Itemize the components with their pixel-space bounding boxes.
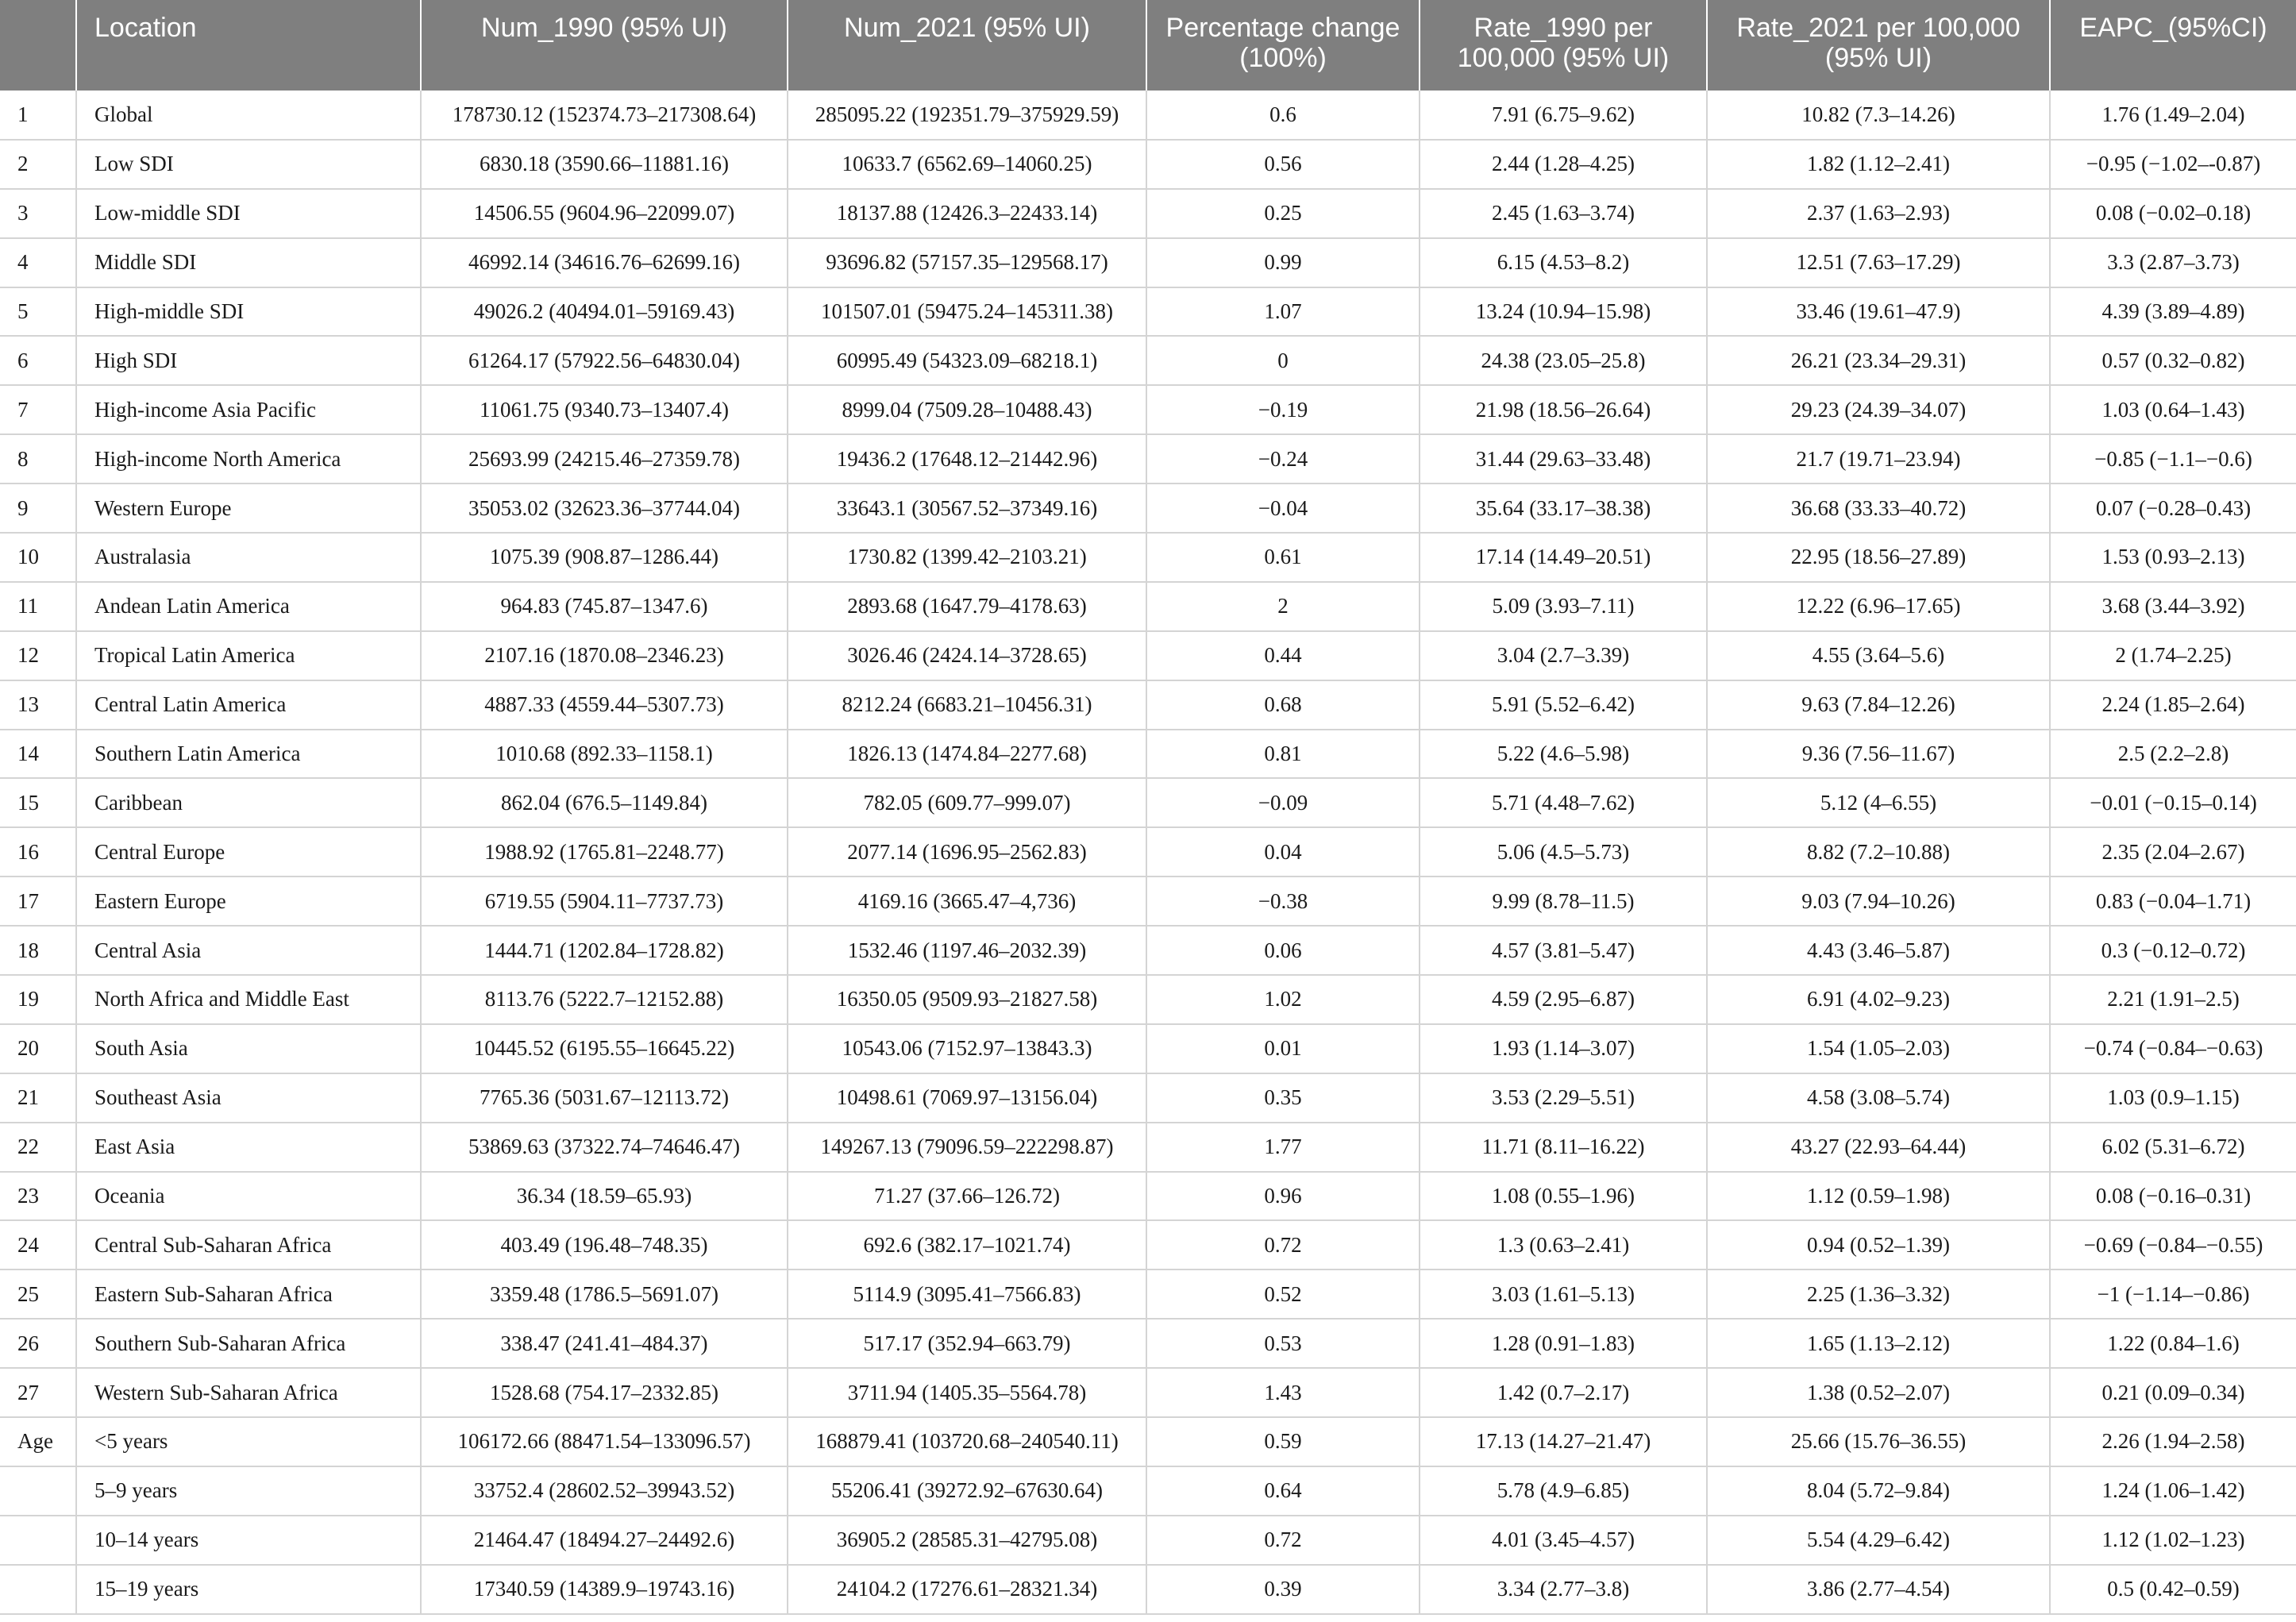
percentage-change-cell: −0.24 [1146, 434, 1420, 484]
eapc-cell: 3.3 (2.87–3.73) [2050, 238, 2296, 287]
percentage-change-cell: 0.6 [1146, 91, 1420, 140]
rate-2021-cell: 1.82 (1.12–2.41) [1707, 140, 2050, 189]
num-1990-cell: 338.47 (241.41–484.37) [421, 1319, 788, 1368]
table-row [0, 680, 2296, 730]
location-cell: Southeast Asia [76, 1073, 421, 1123]
index-cell: 8 [0, 434, 76, 484]
table-row [0, 336, 2296, 385]
num-1990-cell: 964.83 (745.87–1347.6) [421, 582, 788, 631]
eapc-cell: 2.21 (1.91–2.5) [2050, 975, 2296, 1024]
rate-2021-cell: 21.7 (19.71–23.94) [1707, 434, 2050, 484]
table-body [0, 91, 2296, 1614]
rate-1990-cell: 6.15 (4.53–8.2) [1420, 238, 1707, 287]
location-cell: Southern Sub-Saharan Africa [76, 1319, 421, 1368]
eapc-cell: 0.08 (−0.16–0.31) [2050, 1172, 2296, 1221]
table-row [0, 385, 2296, 434]
num-2021-cell: 2077.14 (1696.95–2562.83) [788, 827, 1146, 876]
location-cell: Australasia [76, 533, 421, 582]
num-2021-cell: 16350.05 (9509.93–21827.58) [788, 975, 1146, 1024]
location-cell: Low-middle SDI [76, 189, 421, 238]
index-cell: 16 [0, 827, 76, 876]
rate-1990-cell: 1.08 (0.55–1.96) [1420, 1172, 1707, 1221]
num-2021-cell: 782.05 (609.77–999.07) [788, 778, 1146, 827]
index-cell [0, 1466, 76, 1516]
num-1990-cell: 61264.17 (57922.56–64830.04) [421, 336, 788, 385]
location-cell: <5 years [76, 1417, 421, 1466]
rate-2021-cell: 5.12 (4–6.55) [1707, 778, 2050, 827]
num-2021-cell: 1532.46 (1197.46–2032.39) [788, 926, 1146, 975]
rate-1990-cell: 17.14 (14.49–20.51) [1420, 533, 1707, 582]
num-1990-cell: 10445.52 (6195.55–16645.22) [421, 1024, 788, 1073]
num-1990-cell: 49026.2 (40494.01–59169.43) [421, 287, 788, 337]
index-cell: 13 [0, 680, 76, 730]
num-1990-cell: 6719.55 (5904.11–7737.73) [421, 876, 788, 926]
num-2021-cell: 1730.82 (1399.42–2103.21) [788, 533, 1146, 582]
rate-1990-cell: 5.22 (4.6–5.98) [1420, 730, 1707, 779]
eapc-cell: 0.83 (−0.04–1.71) [2050, 876, 2296, 926]
rate-1990-cell: 24.38 (23.05–25.8) [1420, 336, 1707, 385]
num-1990-cell: 1528.68 (754.17–2332.85) [421, 1368, 788, 1417]
location-cell: 5–9 years [76, 1466, 421, 1516]
eapc-cell: 0.57 (0.32–0.82) [2050, 336, 2296, 385]
num-2021-cell: 692.6 (382.17–1021.74) [788, 1220, 1146, 1269]
percentage-change-cell: 0.44 [1146, 631, 1420, 680]
num-2021-cell: 8212.24 (6683.21–10456.31) [788, 680, 1146, 730]
header-cell-location: Location [76, 0, 421, 91]
header-cell-rate-1990: Rate_1990 per 100,000 (95% UI) [1420, 0, 1707, 91]
percentage-change-cell: 1.07 [1146, 287, 1420, 337]
percentage-change-cell: 0.68 [1146, 680, 1420, 730]
index-cell: 15 [0, 778, 76, 827]
index-cell: 12 [0, 631, 76, 680]
rate-2021-cell: 1.38 (0.52–2.07) [1707, 1368, 2050, 1417]
table-row [0, 1123, 2296, 1172]
rate-2021-cell: 8.82 (7.2–10.88) [1707, 827, 2050, 876]
eapc-cell: 1.22 (0.84–1.6) [2050, 1319, 2296, 1368]
rate-1990-cell: 1.42 (0.7–2.17) [1420, 1368, 1707, 1417]
header-row [0, 0, 2296, 91]
location-cell: High SDI [76, 336, 421, 385]
percentage-change-cell: −0.09 [1146, 778, 1420, 827]
num-2021-cell: 517.17 (352.94–663.79) [788, 1319, 1146, 1368]
rate-2021-cell: 9.03 (7.94–10.26) [1707, 876, 2050, 926]
percentage-change-cell: 0.52 [1146, 1269, 1420, 1319]
eapc-cell: −0.69 (−0.84–−0.55) [2050, 1220, 2296, 1269]
location-cell: South Asia [76, 1024, 421, 1073]
num-1990-cell: 2107.16 (1870.08–2346.23) [421, 631, 788, 680]
rate-2021-cell: 10.82 (7.3–14.26) [1707, 91, 2050, 140]
num-1990-cell: 6830.18 (3590.66–11881.16) [421, 140, 788, 189]
percentage-change-cell: 1.77 [1146, 1123, 1420, 1172]
num-1990-cell: 1010.68 (892.33–1158.1) [421, 730, 788, 779]
percentage-change-cell: 0.53 [1146, 1319, 1420, 1368]
num-1990-cell: 1444.71 (1202.84–1728.82) [421, 926, 788, 975]
rate-1990-cell: 4.01 (3.45–4.57) [1420, 1516, 1707, 1565]
num-1990-cell: 53869.63 (37322.74–74646.47) [421, 1123, 788, 1172]
percentage-change-cell: 0.61 [1146, 533, 1420, 582]
rate-1990-cell: 4.57 (3.81–5.47) [1420, 926, 1707, 975]
num-1990-cell: 21464.47 (18494.27–24492.6) [421, 1516, 788, 1565]
num-1990-cell: 33752.4 (28602.52–39943.52) [421, 1466, 788, 1516]
index-cell: 21 [0, 1073, 76, 1123]
rate-1990-cell: 5.06 (4.5–5.73) [1420, 827, 1707, 876]
table-row [0, 730, 2296, 779]
percentage-change-cell: 0.96 [1146, 1172, 1420, 1221]
table-row [0, 1319, 2296, 1368]
eapc-cell: 2 (1.74–2.25) [2050, 631, 2296, 680]
num-2021-cell: 24104.2 (17276.61–28321.34) [788, 1565, 1146, 1614]
index-cell: 27 [0, 1368, 76, 1417]
rate-2021-cell: 25.66 (15.76–36.55) [1707, 1417, 2050, 1466]
num-2021-cell: 55206.41 (39272.92–67630.64) [788, 1466, 1146, 1516]
rate-2021-cell: 9.36 (7.56–11.67) [1707, 730, 2050, 779]
eapc-cell: 1.03 (0.64–1.43) [2050, 385, 2296, 434]
index-cell: 17 [0, 876, 76, 926]
table-row [0, 1368, 2296, 1417]
location-cell: East Asia [76, 1123, 421, 1172]
num-1990-cell: 3359.48 (1786.5–5691.07) [421, 1269, 788, 1319]
index-cell: 2 [0, 140, 76, 189]
table-row [0, 484, 2296, 533]
header-cell-percentage-change: Percentage change (100%) [1146, 0, 1420, 91]
percentage-change-cell: 0.01 [1146, 1024, 1420, 1073]
table-row [0, 827, 2296, 876]
table-row [0, 876, 2296, 926]
rate-1990-cell: 17.13 (14.27–21.47) [1420, 1417, 1707, 1466]
rate-2021-cell: 12.22 (6.96–17.65) [1707, 582, 2050, 631]
index-cell: 7 [0, 385, 76, 434]
table-row [0, 287, 2296, 337]
location-cell: High-middle SDI [76, 287, 421, 337]
eapc-cell: 1.12 (1.02–1.23) [2050, 1516, 2296, 1565]
num-2021-cell: 60995.49 (54323.09–68218.1) [788, 336, 1146, 385]
location-cell: North Africa and Middle East [76, 975, 421, 1024]
location-cell: 15–19 years [76, 1565, 421, 1614]
location-cell: Oceania [76, 1172, 421, 1221]
table-row [0, 91, 2296, 140]
index-cell: 24 [0, 1220, 76, 1269]
rate-1990-cell: 35.64 (33.17–38.38) [1420, 484, 1707, 533]
location-cell: High-income Asia Pacific [76, 385, 421, 434]
num-2021-cell: 2893.68 (1647.79–4178.63) [788, 582, 1146, 631]
eapc-cell: −0.01 (−0.15–0.14) [2050, 778, 2296, 827]
rate-1990-cell: 1.93 (1.14–3.07) [1420, 1024, 1707, 1073]
num-1990-cell: 862.04 (676.5–1149.84) [421, 778, 788, 827]
index-cell: Age [0, 1417, 76, 1466]
eapc-cell: 1.24 (1.06–1.42) [2050, 1466, 2296, 1516]
rate-1990-cell: 1.28 (0.91–1.83) [1420, 1319, 1707, 1368]
percentage-change-cell: −0.04 [1146, 484, 1420, 533]
location-cell: Andean Latin America [76, 582, 421, 631]
num-2021-cell: 36905.2 (28585.31–42795.08) [788, 1516, 1146, 1565]
table-row [0, 926, 2296, 975]
location-cell: Low SDI [76, 140, 421, 189]
num-2021-cell: 101507.01 (59475.24–145311.38) [788, 287, 1146, 337]
num-2021-cell: 168879.41 (103720.68–240540.11) [788, 1417, 1146, 1466]
eapc-cell: 0.07 (−0.28–0.43) [2050, 484, 2296, 533]
rate-2021-cell: 43.27 (22.93–64.44) [1707, 1123, 2050, 1172]
rate-1990-cell: 3.03 (1.61–5.13) [1420, 1269, 1707, 1319]
percentage-change-cell: 0.64 [1146, 1466, 1420, 1516]
rate-1990-cell: 3.04 (2.7–3.39) [1420, 631, 1707, 680]
num-2021-cell: 8999.04 (7509.28–10488.43) [788, 385, 1146, 434]
percentage-change-cell: −0.38 [1146, 876, 1420, 926]
index-cell [0, 1516, 76, 1565]
location-cell: Southern Latin America [76, 730, 421, 779]
rate-1990-cell: 5.78 (4.9–6.85) [1420, 1466, 1707, 1516]
num-1990-cell: 403.49 (196.48–748.35) [421, 1220, 788, 1269]
rate-2021-cell: 2.37 (1.63–2.93) [1707, 189, 2050, 238]
index-cell: 11 [0, 582, 76, 631]
eapc-cell: 4.39 (3.89–4.89) [2050, 287, 2296, 337]
eapc-cell: −0.74 (−0.84–−0.63) [2050, 1024, 2296, 1073]
rate-2021-cell: 4.55 (3.64–5.6) [1707, 631, 2050, 680]
rate-1990-cell: 11.71 (8.11–16.22) [1420, 1123, 1707, 1172]
rate-1990-cell: 2.45 (1.63–3.74) [1420, 189, 1707, 238]
table-row [0, 1172, 2296, 1221]
rate-2021-cell: 33.46 (19.61–47.9) [1707, 287, 2050, 337]
location-cell: Central Sub-Saharan Africa [76, 1220, 421, 1269]
num-2021-cell: 3711.94 (1405.35–5564.78) [788, 1368, 1146, 1417]
num-1990-cell: 46992.14 (34616.76–62699.16) [421, 238, 788, 287]
eapc-cell: 0.08 (−0.02–0.18) [2050, 189, 2296, 238]
index-cell: 25 [0, 1269, 76, 1319]
rate-1990-cell: 21.98 (18.56–26.64) [1420, 385, 1707, 434]
location-cell: Central Europe [76, 827, 421, 876]
percentage-change-cell: −0.19 [1146, 385, 1420, 434]
location-cell: Western Sub-Saharan Africa [76, 1368, 421, 1417]
num-1990-cell: 11061.75 (9340.73–13407.4) [421, 385, 788, 434]
rate-1990-cell: 7.91 (6.75–9.62) [1420, 91, 1707, 140]
eapc-cell: 0.5 (0.42–0.59) [2050, 1565, 2296, 1614]
rate-2021-cell: 0.94 (0.52–1.39) [1707, 1220, 2050, 1269]
rate-1990-cell: 5.71 (4.48–7.62) [1420, 778, 1707, 827]
percentage-change-cell: 1.43 [1146, 1368, 1420, 1417]
num-1990-cell: 36.34 (18.59–65.93) [421, 1172, 788, 1221]
percentage-change-cell: 0.25 [1146, 189, 1420, 238]
rate-1990-cell: 13.24 (10.94–15.98) [1420, 287, 1707, 337]
index-cell: 18 [0, 926, 76, 975]
index-cell: 19 [0, 975, 76, 1024]
rate-2021-cell: 1.65 (1.13–2.12) [1707, 1319, 2050, 1368]
percentage-change-cell: 0.99 [1146, 238, 1420, 287]
table-row [0, 1073, 2296, 1123]
eapc-cell: 1.53 (0.93–2.13) [2050, 533, 2296, 582]
rate-1990-cell: 9.99 (8.78–11.5) [1420, 876, 1707, 926]
table-row [0, 778, 2296, 827]
index-cell: 3 [0, 189, 76, 238]
num-2021-cell: 18137.88 (12426.3–22433.14) [788, 189, 1146, 238]
rate-1990-cell: 5.09 (3.93–7.11) [1420, 582, 1707, 631]
percentage-change-cell: 1.02 [1146, 975, 1420, 1024]
num-2021-cell: 285095.22 (192351.79–375929.59) [788, 91, 1146, 140]
eapc-cell: 2.24 (1.85–2.64) [2050, 680, 2296, 730]
rate-2021-cell: 2.25 (1.36–3.32) [1707, 1269, 2050, 1319]
percentage-change-cell: 0.04 [1146, 827, 1420, 876]
rate-1990-cell: 31.44 (29.63–33.48) [1420, 434, 1707, 484]
num-2021-cell: 10498.61 (7069.97–13156.04) [788, 1073, 1146, 1123]
eapc-cell: 2.35 (2.04–2.67) [2050, 827, 2296, 876]
rate-1990-cell: 5.91 (5.52–6.42) [1420, 680, 1707, 730]
rate-2021-cell: 5.54 (4.29–6.42) [1707, 1516, 2050, 1565]
location-cell: Global [76, 91, 421, 140]
num-2021-cell: 93696.82 (57157.35–129568.17) [788, 238, 1146, 287]
percentage-change-cell: 0.72 [1146, 1516, 1420, 1565]
header-cell-index [0, 0, 76, 91]
num-1990-cell: 14506.55 (9604.96–22099.07) [421, 189, 788, 238]
eapc-cell: −0.95 (−1.02–-0.87) [2050, 140, 2296, 189]
table-row [0, 140, 2296, 189]
percentage-change-cell: 0.56 [1146, 140, 1420, 189]
index-cell: 26 [0, 1319, 76, 1368]
location-cell: Eastern Sub-Saharan Africa [76, 1269, 421, 1319]
num-2021-cell: 33643.1 (30567.52–37349.16) [788, 484, 1146, 533]
rate-2021-cell: 4.58 (3.08–5.74) [1707, 1073, 2050, 1123]
num-1990-cell: 8113.76 (5222.7–12152.88) [421, 975, 788, 1024]
index-cell: 9 [0, 484, 76, 533]
table-row [0, 1516, 2296, 1565]
rate-2021-cell: 1.12 (0.59–1.98) [1707, 1172, 2050, 1221]
num-1990-cell: 4887.33 (4559.44–5307.73) [421, 680, 788, 730]
header-cell-num-2021: Num_2021 (95% UI) [788, 0, 1146, 91]
percentage-change-cell: 0.81 [1146, 730, 1420, 779]
rate-1990-cell: 1.3 (0.63–2.41) [1420, 1220, 1707, 1269]
rate-1990-cell: 2.44 (1.28–4.25) [1420, 140, 1707, 189]
header-cell-num-1990: Num_1990 (95% UI) [421, 0, 788, 91]
table-row [0, 434, 2296, 484]
rate-2021-cell: 3.86 (2.77–4.54) [1707, 1565, 2050, 1614]
rate-1990-cell: 3.53 (2.29–5.51) [1420, 1073, 1707, 1123]
location-cell: 10–14 years [76, 1516, 421, 1565]
location-cell: Tropical Latin America [76, 631, 421, 680]
num-2021-cell: 10633.7 (6562.69–14060.25) [788, 140, 1146, 189]
eapc-cell: −0.85 (−1.1–−0.6) [2050, 434, 2296, 484]
eapc-cell: 3.68 (3.44–3.92) [2050, 582, 2296, 631]
rate-2021-cell: 8.04 (5.72–9.84) [1707, 1466, 2050, 1516]
index-cell: 20 [0, 1024, 76, 1073]
eapc-cell: 6.02 (5.31–6.72) [2050, 1123, 2296, 1172]
percentage-change-cell: 0.06 [1146, 926, 1420, 975]
rate-2021-cell: 6.91 (4.02–9.23) [1707, 975, 2050, 1024]
rate-2021-cell: 29.23 (24.39–34.07) [1707, 385, 2050, 434]
location-cell: Middle SDI [76, 238, 421, 287]
num-2021-cell: 19436.2 (17648.12–21442.96) [788, 434, 1146, 484]
num-2021-cell: 71.27 (37.66–126.72) [788, 1172, 1146, 1221]
percentage-change-cell: 0.72 [1146, 1220, 1420, 1269]
index-cell [0, 1565, 76, 1614]
rate-1990-cell: 4.59 (2.95–6.87) [1420, 975, 1707, 1024]
table-row [0, 1417, 2296, 1466]
header-cell-eapc: EAPC_(95%CI) [2050, 0, 2296, 91]
num-2021-cell: 4169.16 (3665.47–4,736) [788, 876, 1146, 926]
table-row [0, 238, 2296, 287]
location-cell: High-income North America [76, 434, 421, 484]
percentage-change-cell: 0.39 [1146, 1565, 1420, 1614]
index-cell: 23 [0, 1172, 76, 1221]
index-cell: 10 [0, 533, 76, 582]
rate-2021-cell: 4.43 (3.46–5.87) [1707, 926, 2050, 975]
table-row [0, 1269, 2296, 1319]
location-cell: Central Asia [76, 926, 421, 975]
eapc-cell: 1.76 (1.49–2.04) [2050, 91, 2296, 140]
location-cell: Central Latin America [76, 680, 421, 730]
rate-2021-cell: 26.21 (23.34–29.31) [1707, 336, 2050, 385]
index-cell: 5 [0, 287, 76, 337]
location-cell: Eastern Europe [76, 876, 421, 926]
rate-1990-cell: 3.34 (2.77–3.8) [1420, 1565, 1707, 1614]
eapc-cell: 0.3 (−0.12–0.72) [2050, 926, 2296, 975]
num-2021-cell: 3026.46 (2424.14–3728.65) [788, 631, 1146, 680]
table-row [0, 975, 2296, 1024]
table-row [0, 1565, 2296, 1614]
num-2021-cell: 1826.13 (1474.84–2277.68) [788, 730, 1146, 779]
percentage-change-cell: 0.59 [1146, 1417, 1420, 1466]
header-cell-rate-2021: Rate_2021 per 100,000 (95% UI) [1707, 0, 2050, 91]
rate-2021-cell: 9.63 (7.84–12.26) [1707, 680, 2050, 730]
percentage-change-cell: 2 [1146, 582, 1420, 631]
rate-2021-cell: 12.51 (7.63–17.29) [1707, 238, 2050, 287]
num-2021-cell: 10543.06 (7152.97–13843.3) [788, 1024, 1146, 1073]
table-row [0, 189, 2296, 238]
table-row [0, 631, 2296, 680]
table-row [0, 1220, 2296, 1269]
num-2021-cell: 5114.9 (3095.41–7566.83) [788, 1269, 1146, 1319]
eapc-cell: 1.03 (0.9–1.15) [2050, 1073, 2296, 1123]
rate-2021-cell: 22.95 (18.56–27.89) [1707, 533, 2050, 582]
index-cell: 1 [0, 91, 76, 140]
percentage-change-cell: 0.35 [1146, 1073, 1420, 1123]
index-cell: 4 [0, 238, 76, 287]
index-cell: 22 [0, 1123, 76, 1172]
num-1990-cell: 178730.12 (152374.73–217308.64) [421, 91, 788, 140]
eapc-cell: −1 (−1.14–−0.86) [2050, 1269, 2296, 1319]
rate-2021-cell: 36.68 (33.33–40.72) [1707, 484, 2050, 533]
num-1990-cell: 106172.66 (88471.54–133096.57) [421, 1417, 788, 1466]
num-1990-cell: 1988.92 (1765.81–2248.77) [421, 827, 788, 876]
percentage-change-cell: 0 [1146, 336, 1420, 385]
rate-2021-cell: 1.54 (1.05–2.03) [1707, 1024, 2050, 1073]
table-row [0, 1024, 2296, 1073]
eapc-cell: 0.21 (0.09–0.34) [2050, 1368, 2296, 1417]
num-2021-cell: 149267.13 (79096.59–222298.87) [788, 1123, 1146, 1172]
num-1990-cell: 7765.36 (5031.67–12113.72) [421, 1073, 788, 1123]
num-1990-cell: 35053.02 (32623.36–37744.04) [421, 484, 788, 533]
table-row [0, 1466, 2296, 1516]
num-1990-cell: 1075.39 (908.87–1286.44) [421, 533, 788, 582]
num-1990-cell: 25693.99 (24215.46–27359.78) [421, 434, 788, 484]
location-cell: Western Europe [76, 484, 421, 533]
eapc-cell: 2.26 (1.94–2.58) [2050, 1417, 2296, 1466]
location-cell: Caribbean [76, 778, 421, 827]
table-row [0, 582, 2296, 631]
eapc-cell: 2.5 (2.2–2.8) [2050, 730, 2296, 779]
index-cell: 6 [0, 336, 76, 385]
num-1990-cell: 17340.59 (14389.9–19743.16) [421, 1565, 788, 1614]
index-cell: 14 [0, 730, 76, 779]
table-row [0, 533, 2296, 582]
